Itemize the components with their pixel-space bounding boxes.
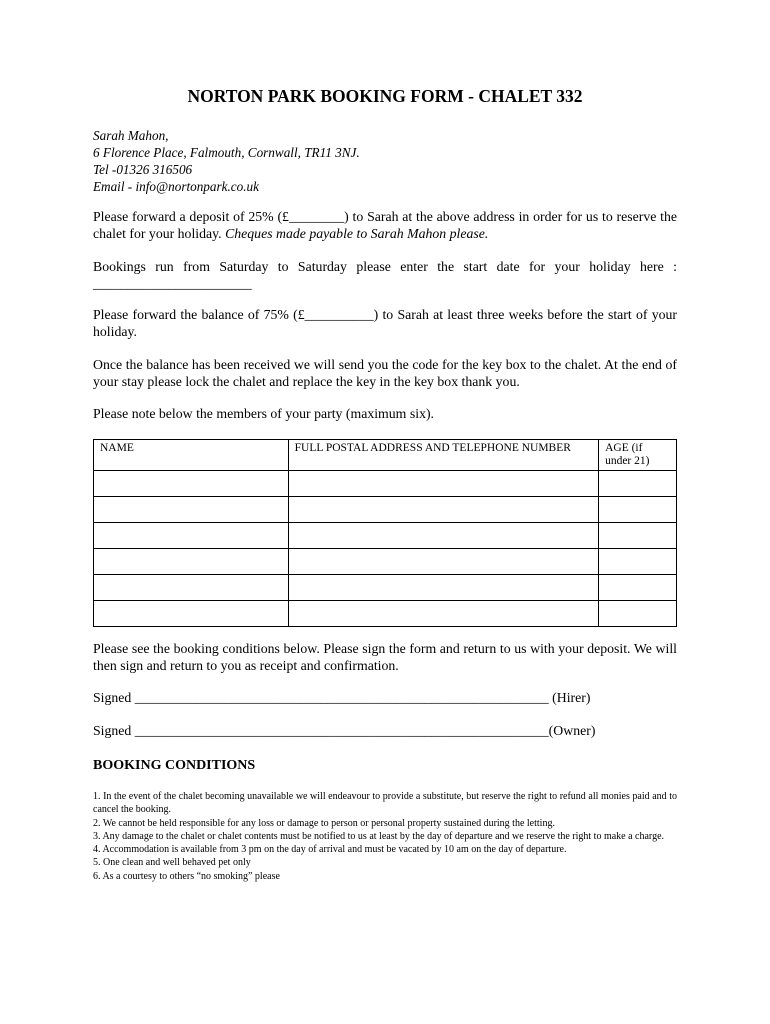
- age-cell[interactable]: [599, 549, 677, 575]
- table-row: [94, 575, 677, 601]
- name-cell[interactable]: [94, 549, 289, 575]
- condition-item: 1. In the event of the chalet becoming unavailable we will endeavour to provide a substitute, but reserve the right to refund all monies paid and to cancel the booking.: [93, 791, 677, 816]
- address-cell[interactable]: [288, 471, 598, 497]
- condition-item: 2. We cannot be held responsible for any loss or damage to person or personal property sustained during the letting.: [93, 817, 555, 829]
- address-cell[interactable]: [288, 549, 598, 575]
- keybox-paragraph: Once the balance has been received we will send you the code for the key box to the chalet. At the end of your stay please lock the chalet and replace the key in the key box thank you.: [93, 357, 677, 389]
- age-cell[interactable]: [599, 471, 677, 497]
- condition-item: 6. As a courtesy to others “no smoking” please: [93, 870, 280, 882]
- header-age: AGE (if under 21): [599, 440, 677, 471]
- name-cell[interactable]: [94, 601, 289, 627]
- hirer-signature-line[interactable]: Signed ____________________________________________________________ (Hirer): [93, 690, 591, 705]
- condition-item: 5. One clean and well behaved pet only: [93, 857, 251, 869]
- age-cell[interactable]: [599, 497, 677, 523]
- owner-signature-line[interactable]: Signed ____________________________________________________________(Owner): [93, 723, 596, 738]
- booking-conditions-list: [93, 790, 677, 883]
- age-cell[interactable]: [599, 575, 677, 601]
- age-cell[interactable]: [599, 601, 677, 627]
- address-cell[interactable]: [288, 575, 598, 601]
- name-cell[interactable]: [94, 523, 289, 549]
- table-row: [94, 601, 677, 627]
- party-table-header: [94, 440, 677, 471]
- cheques-note: Cheques made payable to Sarah Mahon please.: [225, 226, 489, 241]
- booking-conditions-heading: BOOKING CONDITIONS: [93, 758, 256, 773]
- party-note: Please note below the members of your party (maximum six).: [93, 406, 435, 421]
- party-table: [93, 439, 677, 627]
- contact-email: Email - info@nortonpark.co.uk: [93, 179, 259, 194]
- header-address: FULL POSTAL ADDRESS AND TELEPHONE NUMBER: [288, 440, 598, 471]
- name-cell[interactable]: [94, 497, 289, 523]
- page-title: NORTON PARK BOOKING FORM - CHALET 332: [187, 86, 583, 106]
- header-name: NAME: [94, 440, 289, 471]
- table-row: [94, 549, 677, 575]
- condition-item: 4. Accommodation is available from 3 pm on the day of arrival and must be vacated by 10 am on the day of departure.: [93, 844, 567, 856]
- bookings-paragraph: Bookings run from Saturday to Saturday please enter the start date for your holiday here : _______________________: [93, 259, 677, 291]
- address-cell[interactable]: [288, 523, 598, 549]
- name-cell[interactable]: [94, 471, 289, 497]
- address-cell[interactable]: [288, 601, 598, 627]
- table-row: [94, 523, 677, 549]
- deposit-paragraph: [93, 208, 677, 242]
- contact-name: Sarah Mahon,: [93, 128, 169, 143]
- age-cell[interactable]: [599, 523, 677, 549]
- table-row: [94, 471, 677, 497]
- contact-block: [93, 127, 360, 195]
- table-row: [94, 497, 677, 523]
- condition-item: 3. Any damage to the chalet or chalet contents must be notified to us at least by the day of departure and we reserve the right to make a charge.: [93, 830, 665, 842]
- sign-note: Please see the booking conditions below. Please sign the form and return to us with your deposit. We will then sign and return to you as receipt and confirmation.: [93, 641, 677, 673]
- balance-paragraph: Please forward the balance of 75% (£__________) to Sarah at least three weeks before the start of your holiday.: [93, 307, 677, 339]
- contact-tel: Tel -01326 316506: [93, 162, 193, 177]
- deposit-text: Please forward a deposit of 25% (£________) to Sarah at the above address in order for us to reserve the chalet for your holiday.: [93, 209, 677, 241]
- address-cell[interactable]: [288, 497, 598, 523]
- name-cell[interactable]: [94, 575, 289, 601]
- contact-address: 6 Florence Place, Falmouth, Cornwall, TR11 3NJ.: [93, 145, 360, 160]
